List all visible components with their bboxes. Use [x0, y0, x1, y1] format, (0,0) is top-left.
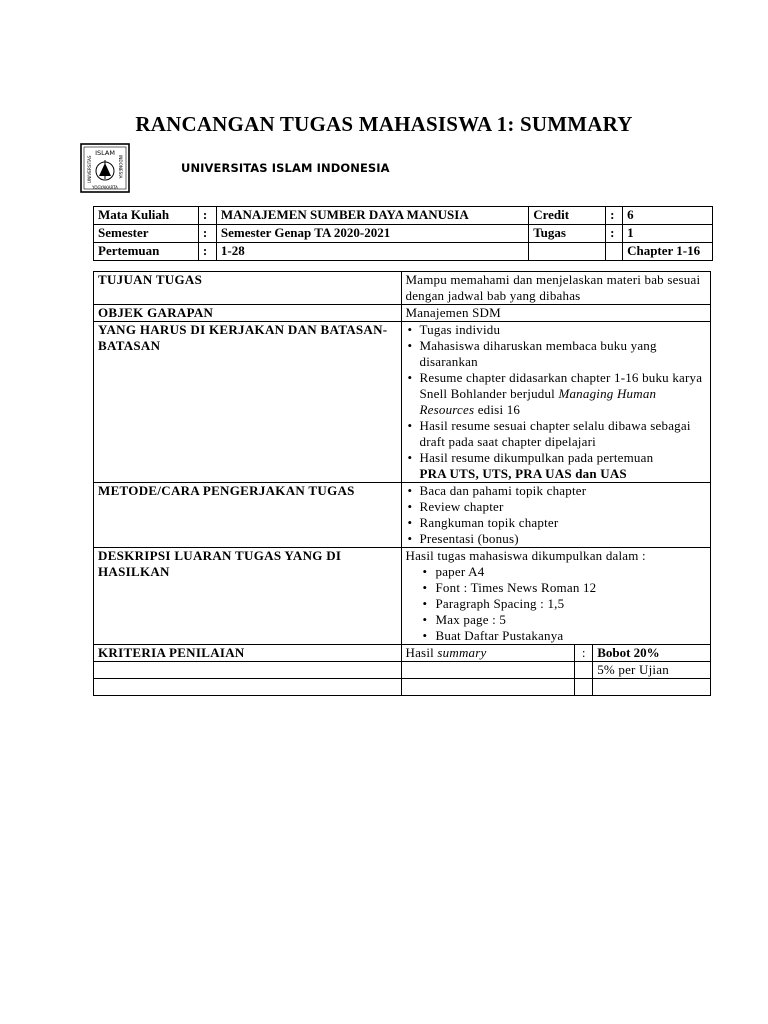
semester-value: Semester Genap TA 2020-2021	[216, 225, 528, 243]
empty-cell	[401, 662, 575, 679]
metode-list	[406, 483, 707, 547]
university-logo	[80, 143, 130, 193]
semester-row	[94, 225, 713, 243]
empty-cell	[401, 679, 575, 696]
empty-cell	[94, 679, 402, 696]
objek-label: OBJEK GARAPAN	[94, 305, 402, 322]
label: Mata Kuliah	[94, 207, 199, 225]
empty-cell	[575, 662, 593, 679]
list-item: • Tugas individu	[406, 322, 707, 338]
list-item: • paper A4	[406, 564, 707, 580]
kerjakan-list	[406, 322, 707, 482]
empty-cell	[94, 662, 402, 679]
list-item: • Mahasiswa diharuskan membaca buku yang disarankan	[406, 338, 707, 370]
separator: :	[606, 225, 623, 243]
list-item: • Max page : 5	[406, 612, 707, 628]
separator: :	[198, 207, 216, 225]
empty-cell	[593, 679, 711, 696]
logo-left-text: UNIVERSITAS	[87, 155, 92, 183]
label: Pertemuan	[94, 243, 199, 261]
list-item: • Hasil resume dikumpulkan pada pertemuan PRA UTS, UTS, PRA UAS dan UAS	[406, 450, 707, 482]
label: Semester	[94, 225, 199, 243]
course-name: MANAJEMEN SUMBER DAYA MANUSIA	[216, 207, 528, 225]
kerjakan-label: YANG HARUS DI KERJAKAN DAN BATASAN-BATASAN	[94, 322, 402, 483]
list-item: • Font : Times News Roman 12	[406, 580, 707, 596]
list-item: • Resume chapter didasarkan chapter 1-16 buku karya Snell Bohlander berjudul Managing Human Resources edisi 16	[406, 370, 707, 418]
logo-bottom-text: YOGYAKARTA	[92, 185, 118, 190]
kriteria-row	[94, 645, 711, 662]
list-item: • Buat Daftar Pustakanya	[406, 628, 707, 644]
separator: :	[198, 225, 216, 243]
list-item: • Baca dan pahami topik chapter	[406, 483, 707, 499]
tujuan-label: TUJUAN TUGAS	[94, 272, 402, 305]
objek-row	[94, 305, 711, 322]
book-title: Managing Human Resources	[419, 386, 657, 417]
luaran-cell	[401, 548, 711, 645]
hasil-summary-cell	[401, 645, 575, 662]
list-item: • Hasil resume sesuai chapter selalu dibawa sebagai draft pada saat chapter dipelajari	[406, 418, 707, 450]
page-title: RANCANGAN TUGAS MAHASISWA 1: SUMMARY	[135, 112, 633, 136]
per-ujian-row	[94, 662, 711, 679]
list-item: • Presentasi (bonus)	[406, 531, 707, 547]
assignment-table	[93, 271, 711, 696]
label: Credit	[529, 207, 606, 225]
luaran-row	[94, 548, 711, 645]
list-item: • Paragraph Spacing : 1,5	[406, 596, 707, 612]
blank-row	[94, 679, 711, 696]
logo-top-text: ISLAM	[95, 149, 115, 157]
tugas-value: 1	[623, 225, 713, 243]
kerjakan-row	[94, 322, 711, 483]
pertemuan-value: 1-28	[216, 243, 528, 261]
hasil-text: Hasil	[405, 645, 434, 660]
objek-value: Manajemen SDM	[401, 305, 711, 322]
course-row	[94, 207, 713, 225]
metode-label: METODE/CARA PENGERJAKAN TUGAS	[94, 483, 402, 548]
pertemuan-row	[94, 243, 713, 261]
book-edition: edisi 16	[477, 402, 521, 417]
empty-cell	[529, 243, 606, 261]
per-ujian-value: 5% per Ujian	[593, 662, 711, 679]
course-info-table	[93, 206, 713, 261]
metode-row	[94, 483, 711, 548]
list-item: • Review chapter	[406, 499, 707, 515]
separator: :	[575, 645, 593, 662]
kriteria-label: KRITERIA PENILAIAN	[94, 645, 402, 662]
tujuan-value: Mampu memahami dan menjelaskan materi bab sesuai dengan jadwal bab yang dibahas	[401, 272, 711, 305]
list-item: • Rangkuman topik chapter	[406, 515, 707, 531]
logo-emblem-icon	[96, 160, 114, 180]
exam-schedule: PRA UTS, UTS, PRA UAS dan UAS	[419, 466, 627, 481]
label: Tugas	[529, 225, 606, 243]
chapter-value: Chapter 1-16	[623, 243, 713, 261]
logo-right-text: INDONESIA	[118, 155, 123, 179]
kerjakan-list-cell	[401, 322, 711, 483]
luaran-intro: Hasil tugas mahasiswa dikumpulkan dalam :	[405, 548, 646, 563]
luaran-label: DESKRIPSI LUARAN TUGAS YANG DI HASILKAN	[94, 548, 402, 645]
credit-value: 6	[623, 207, 713, 225]
summary-text: summary	[437, 645, 487, 660]
separator: :	[198, 243, 216, 261]
luaran-list	[406, 564, 707, 644]
bobot-value: Bobot 20%	[593, 645, 711, 662]
tujuan-row	[94, 272, 711, 305]
metode-list-cell	[401, 483, 711, 548]
separator: :	[606, 207, 623, 225]
university-name: UNIVERSITAS ISLAM INDONESIA	[181, 161, 390, 175]
empty-cell	[575, 679, 593, 696]
empty-cell	[606, 243, 623, 261]
